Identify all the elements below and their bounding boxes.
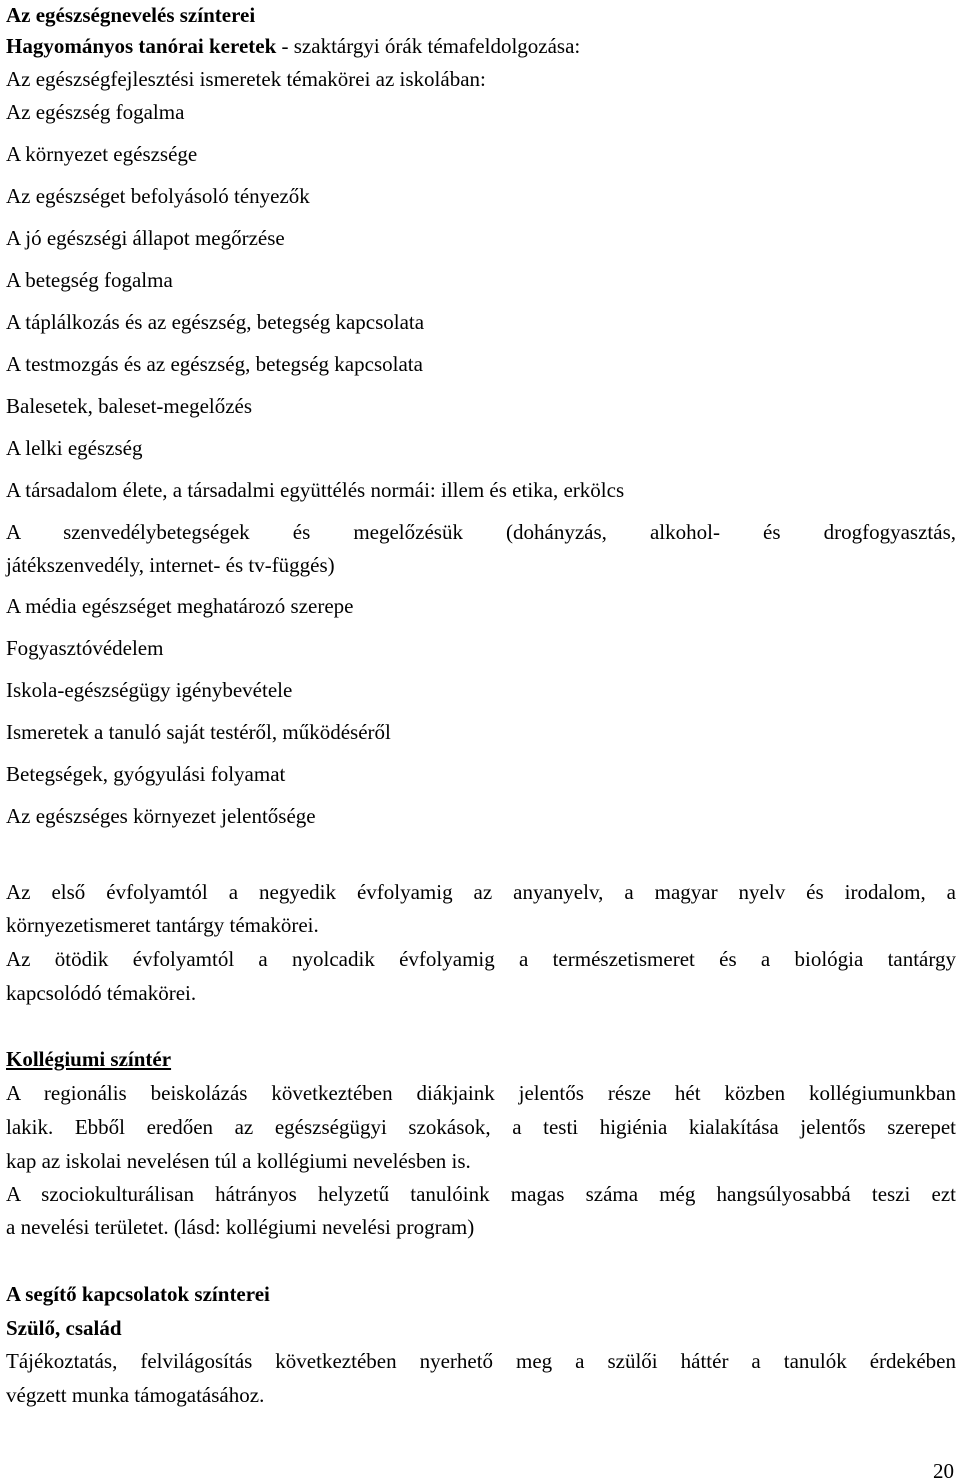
paragraph-line-text: Az első évfolyamtól a negyedik évfolyamig az anyanyelv, a magyar nyelv és irodalom, a [6,880,956,904]
subtitle-rest: - szaktárgyi órák témafeldolgozása: [276,34,581,58]
paragraph-line: környezetismeret tantárgy témakörei. [6,913,319,937]
paragraph-line [6,1181,956,1207]
topic-item: A média egészséget meghatározó szerepe [6,594,354,618]
topic-item: A táplálkozás és az egészség, betegség kapcsolata [6,310,425,334]
paragraph-line-text: Az ötödik évfolyamtól a nyolcadik évfolyamig a természetismeret és a biológia tantárgy [6,947,956,971]
topic-item: Betegségek, gyógyulási folyamat [6,762,286,786]
paragraph-line: a nevelési területet. (lásd: kollégiumi nevelési program) [6,1215,475,1239]
paragraph-line [6,879,956,905]
topic-item: A társadalom élete, a társadalmi együttélés normái: illem és etika, erkölcs [6,478,625,502]
section-subheading: Szülő, család [6,1316,122,1340]
topic-item: Az egészség fogalma [6,100,185,124]
topic-item: Fogyasztóvédelem [6,636,164,660]
topic-item: Az egészséges környezet jelentősége [6,804,316,828]
paragraph-line: kapcsolódó témakörei. [6,981,197,1005]
paragraph-line: kap az iskolai nevelésen túl a kollégiumi nevelésben is. [6,1149,471,1173]
addiction-line-1-text: A szenvedélybetegségek és megelőzésük (dohányzás, alkohol- és drogfogyasztás, [6,520,956,544]
paragraph-line-text: A szociokulturálisan hátrányos helyzetű tanulóink magas száma még hangsúlyosabbá teszi ezt [6,1182,956,1206]
section-heading: A segítő kapcsolatok színterei [6,1282,270,1306]
paragraph-line: végzett munka támogatásához. [6,1383,265,1407]
topic-item: Balesetek, baleset-megelőzés [6,394,253,418]
paragraph-line [6,1114,956,1140]
topic-item: A jó egészségi állapot megőrzése [6,226,285,250]
paragraph-line [6,946,956,972]
addiction-line-2: játékszenvedély, internet- és tv-függés) [6,553,335,577]
topic-item: Iskola-egészségügy igénybevétele [6,678,293,702]
topic-item: Az egészséget befolyásoló tényezők [6,184,310,208]
section-title: Az egészségnevelés színterei [6,3,256,27]
paragraph-line-text: lakik. Ebből eredően az egészségügyi szokások, a testi higiénia kialakítása jelentős szerepet [6,1115,956,1139]
page-number: 20 [933,1459,954,1483]
topic-item: A betegség fogalma [6,268,173,292]
section-heading: Kollégiumi színtér [6,1047,172,1071]
paragraph-line-text: Tájékoztatás, felvilágosítás következtében nyerhető meg a szülői háttér a tanulók érdekében [6,1349,956,1373]
topic-item: A lelki egészség [6,436,143,460]
topic-item: Ismeretek a tanuló saját testéről, működéséről [6,720,391,744]
addiction-line-1 [6,519,956,545]
paragraph-line [6,1080,956,1106]
paragraph-line [6,1348,956,1374]
paragraph-line-text: A regionális beiskolázás következtében diákjaink jelentős része hét közben kollégiumunkban [6,1081,956,1105]
intro-line: Az egészségfejlesztési ismeretek témakörei az iskolában: [6,67,486,91]
subtitle-bold: Hagyományos tanórai keretek [6,34,277,58]
topic-item: A testmozgás és az egészség, betegség kapcsolata [6,352,423,376]
topic-item: A környezet egészsége [6,142,198,166]
section-subtitle [6,33,580,59]
